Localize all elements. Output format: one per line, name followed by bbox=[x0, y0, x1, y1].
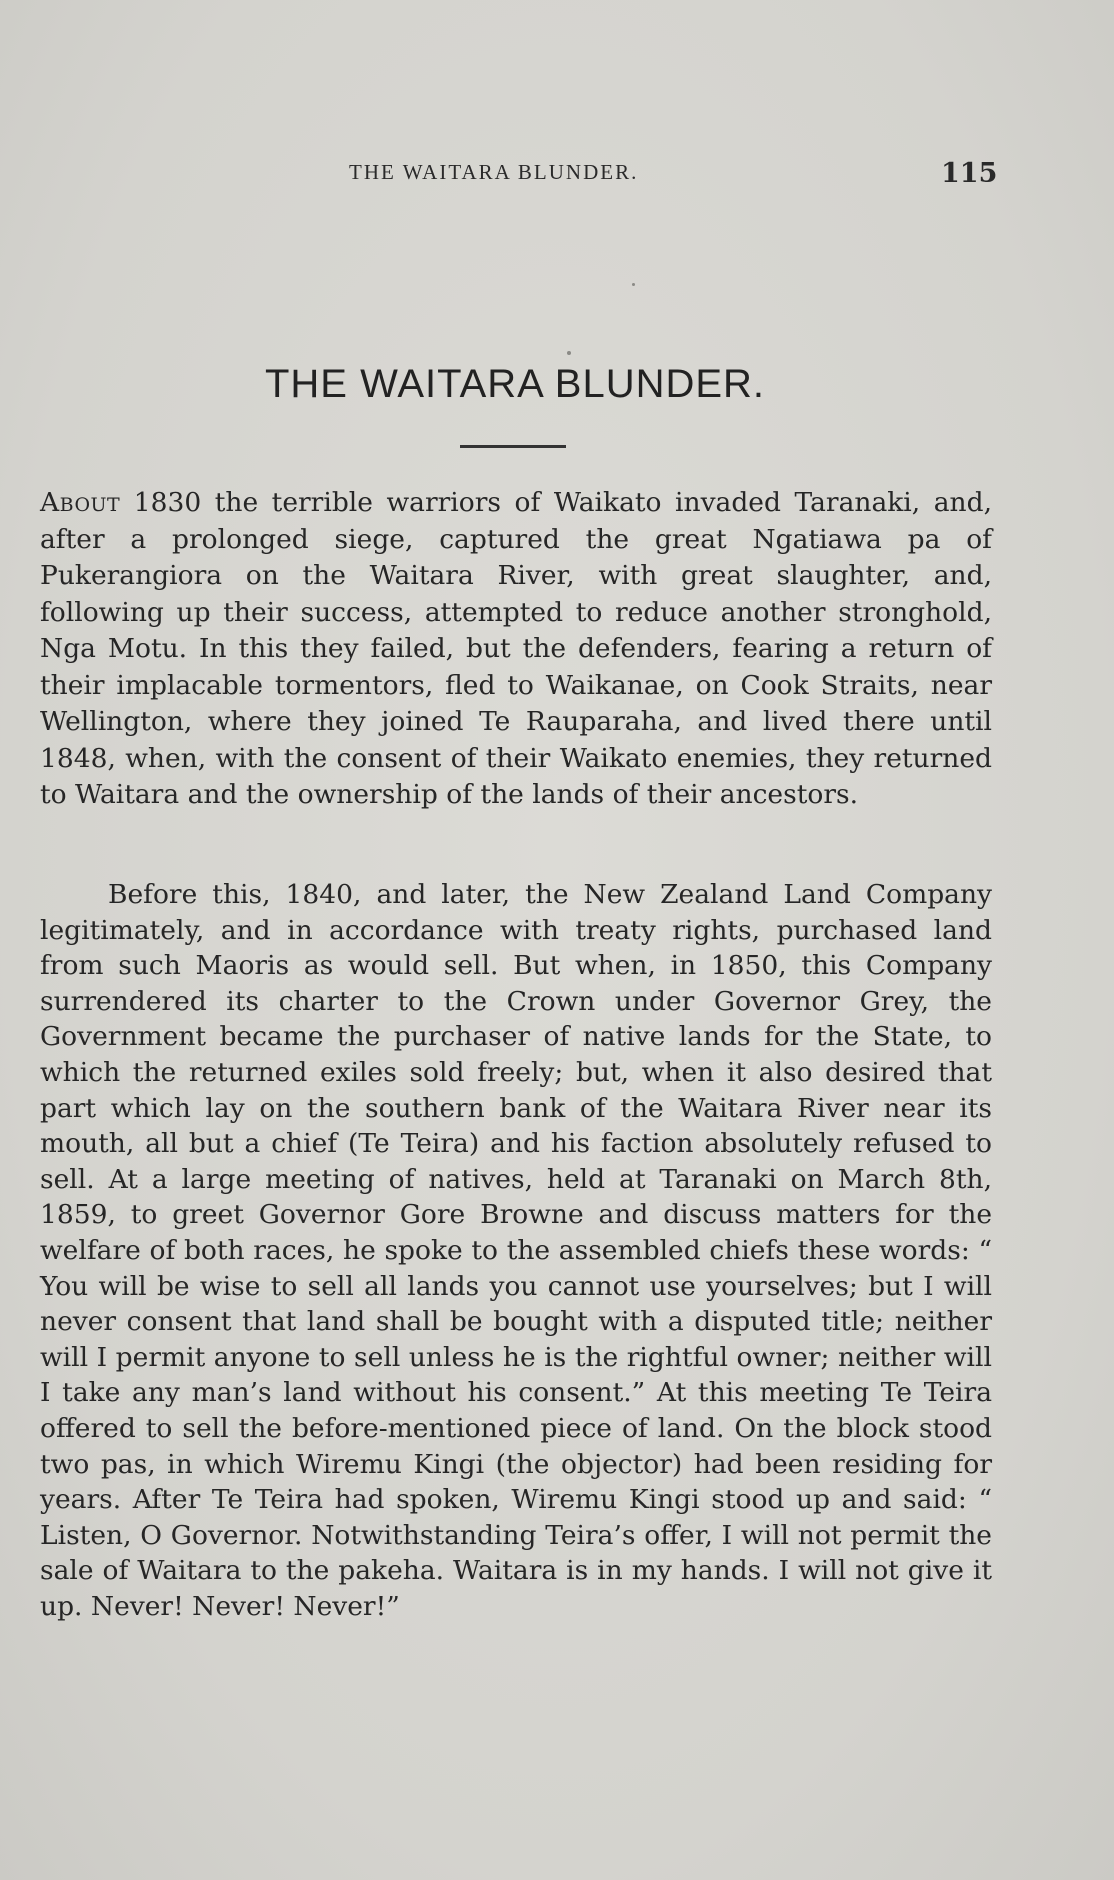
paragraph-1-lead: About bbox=[40, 487, 121, 518]
paper-speck bbox=[567, 351, 571, 355]
paper-speck bbox=[632, 283, 635, 286]
page-number: 115 bbox=[941, 158, 998, 189]
paragraph-1-text: 1830 the terrible warriors of Waikato invaded Taranaki, and, after a prolonged siege, captured the great Ngatiawa pa of Pukerangiora on the Waitara River, with great slaughter, and, following up their success, attempted to reduce another stronghold, Nga Motu. In this they failed, but the defenders, fearing a return of their implacable tormentors, fled to Waikanae, on Cook Straits, near Wellington, where they joined Te Rauparaha, and lived there until 1848, when, with the consent of their Waikato enemies, they returned to Waitara and the ownership of the lands of their ancestors. bbox=[40, 487, 992, 810]
title-rule bbox=[460, 445, 566, 448]
chapter-title: THE WAITARA BLUNDER. bbox=[264, 362, 766, 406]
running-head: THE WAITARA BLUNDER. bbox=[349, 160, 639, 184]
paragraph-2: Before this, 1840, and later, the New Zealand Land Company legitimately, and in accordance with treaty rights, purchased land from such Maoris as would sell. But when, in 1850, this Company surrendered its charter to the Crown under Governor Grey, the Government became the purchaser of native lands for the State, to which the returned exiles sold freely; but, when it also desired that part which lay on the southern bank of the Waitara River near its mouth, all but a chief (Te Teira) and his faction absolutely refused to sell. At a large meeting of natives, held at Taranaki on March 8th, 1859, to greet Governor Gore Browne and discuss matters for the welfare of both races, he spoke to the assembled chiefs these words: “ You will be wise to sell all lands you cannot use yourselves; but I will never consent that land shall be bought with a disputed title; neither will I permit anyone to sell unless he is the rightful owner; neither will I take any man’s land without his consent.” At this meeting Te Teira offered to sell the before-mentioned piece of land. On the block stood two pas, in which Wiremu Kingi (the objector) had been residing for years. After Te Teira had spoken, Wiremu Kingi stood up and said: “ Listen, O Governor. Notwithstanding Teira’s offer, I will not permit the sale of Waitara to the pakeha. Waitara is in my hands. I will not give it up. Never! Never! Never!” bbox=[40, 879, 992, 1622]
paragraph-1 bbox=[40, 485, 992, 814]
